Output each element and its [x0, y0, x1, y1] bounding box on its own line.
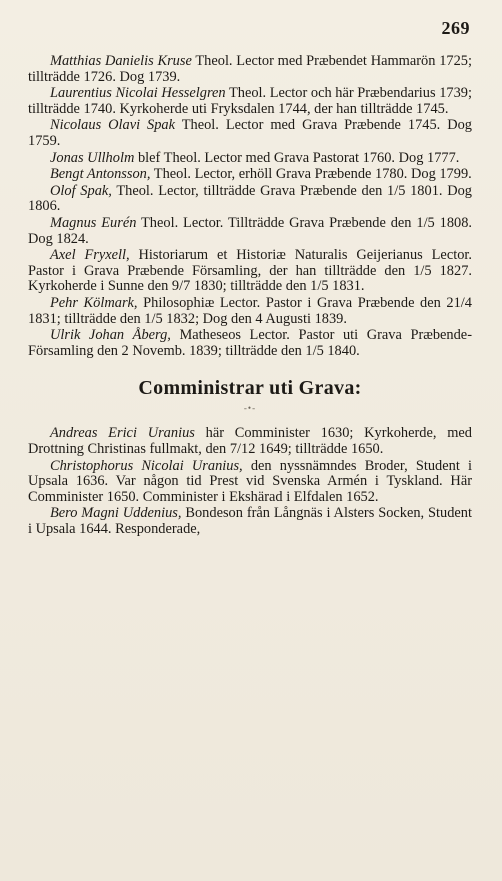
entry-text: Bondeson från Långnäs i Alsters Socken, Student i Upsala 1644. Responderade,: [28, 505, 472, 538]
person-name: Bengt Antonsson,: [50, 166, 151, 183]
lector-list: [28, 54, 472, 359]
entry-text: Theol. Lector och här Præbendarius 1739; tillträdde 1740. Kyrkoherde uti Fryksdalen 1744, der han tillträdde 1745.: [28, 85, 472, 117]
entry-paragraph: [28, 459, 472, 506]
page-number: 269: [441, 18, 470, 38]
entry-text: Theol. Lector, erhöll Grava Præbende 1780. Dog 1799.: [150, 166, 472, 183]
person-name: Magnus Eurén: [50, 214, 137, 231]
person-name: Jonas Ullholm: [50, 149, 135, 166]
entry-paragraph: [28, 86, 472, 117]
entry-paragraph: [28, 216, 472, 247]
person-name: Axel Fryxell,: [50, 247, 130, 264]
person-name: Ulrik Johan Åberg,: [50, 327, 171, 344]
person-name: Pehr Kölmark,: [50, 294, 138, 311]
entry-paragraph: [28, 167, 472, 183]
person-name: Olof Spak,: [50, 182, 112, 199]
entry-paragraph: [28, 54, 472, 85]
entry-text: Theol. Lector. Tillträdde Grava Præbende den 1/5 1808. Dog 1824.: [28, 214, 472, 247]
entry-paragraph: [28, 426, 472, 457]
entry-text: Matheseos Lector. Pastor uti Grava Præbende-Församling den 2 Novemb. 1839; tillträdde den 1/5 1840.: [28, 327, 472, 359]
section-heading: Comministrar uti Grava:: [138, 377, 362, 400]
entry-text: Philosophiæ Lector. Pastor i Grava Præbende den 21/4 1831; tillträdde den 1/5 1832; Dog den 4 Augusti 1839.: [28, 294, 472, 327]
person-name: Christophorus Nicolai Uranius,: [50, 457, 243, 474]
entry-paragraph: [28, 248, 472, 295]
comminister-list: [28, 426, 472, 537]
person-name: Andreas Erici Uranius: [50, 425, 195, 442]
entry-text: här Comminister 1630; Kyrkoherde, med Drottning Christinas fullmakt, den 7/12 1649; tillträdde 1650.: [28, 425, 472, 458]
page-content: [28, 54, 472, 539]
entry-text: Theol. Lector, tillträdde Grava Præbende den 1/5 1801. Dog 1806.: [28, 182, 472, 215]
person-name: Bero Magni Uddenius,: [50, 505, 182, 522]
entry-paragraph: [28, 296, 472, 327]
entry-text: Historiarum et Historiæ Naturalis Geijerianus Lector. Pastor i Grava Præbende Församling, der han tillträdde den 1/5 1827. Kyrkoherde i Sunne den 9/7 1830; tillträdde den 1/5 1831.: [28, 247, 472, 295]
entry-text: den nyssnämndes Broder, Student i Upsala 1636. Var någon tid Prest vid Svenska Armén i Tyskland. Här Comminister 1650. Comminister i Ekshärad i Elfdalen 1652.: [28, 457, 472, 505]
entry-paragraph: [28, 151, 472, 167]
entry-text: Theol. Lector med Præbendet Hammarön 1725; tillträdde 1726. Dog 1739.: [28, 53, 472, 85]
ornament-divider: -•-: [243, 402, 257, 413]
entry-paragraph: [28, 118, 472, 149]
person-name: Laurentius Nicolai Hesselgren: [50, 85, 226, 102]
entry-paragraph: [28, 506, 472, 537]
person-name: Matthias Danielis Kruse: [50, 53, 192, 69]
entry-text: Theol. Lector med Grava Præbende 1745. Dog 1759.: [28, 117, 472, 149]
person-name: Nicolaus Olavi Spak: [50, 117, 176, 134]
entry-paragraph: [28, 328, 472, 359]
entry-text: blef Theol. Lector med Grava Pastorat 1760. Dog 1777.: [134, 149, 460, 166]
entry-paragraph: [28, 184, 472, 215]
